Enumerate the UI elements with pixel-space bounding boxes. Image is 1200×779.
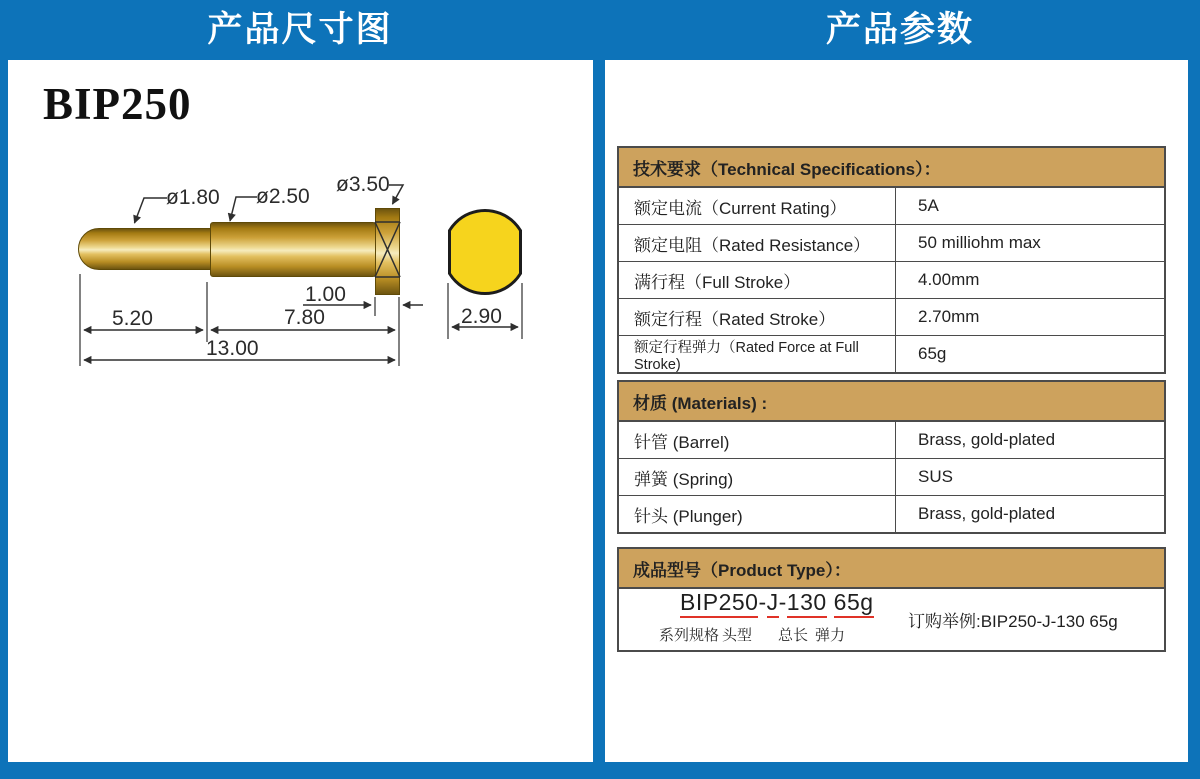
spec-label: 额定电阻（Rated Resistance） <box>619 225 896 261</box>
code-head-type: J <box>767 589 779 618</box>
spec-label: 额定行程（Rated Stroke） <box>619 299 896 335</box>
material-value: Brass, gold-plated <box>918 430 1056 449</box>
material-label: 针管 (Barrel) <box>619 422 896 458</box>
dim-across-flats: 2.90 <box>461 305 502 328</box>
dia-barrel-label: ø2.50 <box>256 185 310 208</box>
code-series: BIP250 <box>680 589 758 618</box>
right-frame-border <box>1188 60 1200 762</box>
spec-label: 额定行程弹力（Rated Force at Full Stroke) <box>619 336 896 372</box>
product-code <box>680 589 874 616</box>
table-row <box>619 496 1164 532</box>
left-frame-border <box>0 60 8 762</box>
dim-flange-width: 1.00 <box>305 283 346 306</box>
dim-barrel-length: 7.80 <box>284 306 325 329</box>
order-example-text: 订购举例:BIP250-J-130 65g <box>908 612 1118 631</box>
pin-barrel-shape <box>210 222 376 277</box>
table-row <box>619 262 1164 299</box>
code-part-label-length: 总长 <box>778 627 809 644</box>
dim-total-length: 13.00 <box>206 337 259 360</box>
code-sep: - <box>778 589 787 615</box>
dimension-panel-title: 产品尺寸图 <box>207 10 393 49</box>
table-row <box>619 299 1164 336</box>
dim-plunger-length: 5.20 <box>112 307 153 330</box>
dia-flange-label: ø3.50 <box>336 173 390 196</box>
materials-table-header: 材质 (Materials) : <box>619 382 1164 422</box>
code-sep: - <box>758 589 767 615</box>
parameter-panel-title: 产品参数 <box>825 10 974 49</box>
table-row <box>619 422 1164 459</box>
model-number: BIP250 <box>43 79 192 129</box>
product-type-table-header: 成品型号（Product Type）： <box>619 549 1164 589</box>
table-row <box>619 188 1164 225</box>
spec-value: 5A <box>918 196 939 215</box>
panel-divider <box>593 60 605 762</box>
table-row <box>619 225 1164 262</box>
spec-label: 额定电流（Current Rating） <box>619 188 896 224</box>
code-part-label-series: 系列规格 <box>659 627 720 644</box>
table-row <box>619 336 1164 372</box>
material-label: 弹簧 (Spring) <box>619 459 896 495</box>
tech-specs-table-header: 技术要求（Technical Specifications）： <box>619 148 1164 188</box>
spec-value: 2.70mm <box>918 307 980 326</box>
spec-label: 满行程（Full Stroke） <box>619 262 896 298</box>
spec-value: 4.00mm <box>918 270 980 289</box>
pin-end-view <box>448 209 522 295</box>
materials-table <box>617 380 1166 534</box>
dia-plunger-label: ø1.80 <box>166 186 220 209</box>
material-label: 针头 (Plunger) <box>619 496 896 532</box>
spec-value: 50 milliohm max <box>918 233 1041 252</box>
code-length: 130 <box>787 589 827 618</box>
code-part-label-head: 头型 <box>722 627 753 644</box>
table-row <box>619 459 1164 496</box>
pin-plunger-shape <box>78 228 212 270</box>
code-part-label-force: 弹力 <box>815 627 846 644</box>
footer-band <box>0 762 1200 779</box>
material-value: SUS <box>918 467 953 486</box>
pin-flange-shape <box>375 208 400 295</box>
spec-value: 65g <box>918 344 947 363</box>
code-force: 65g <box>834 589 874 618</box>
material-value: Brass, gold-plated <box>918 504 1056 523</box>
tech-specs-table <box>617 146 1166 374</box>
